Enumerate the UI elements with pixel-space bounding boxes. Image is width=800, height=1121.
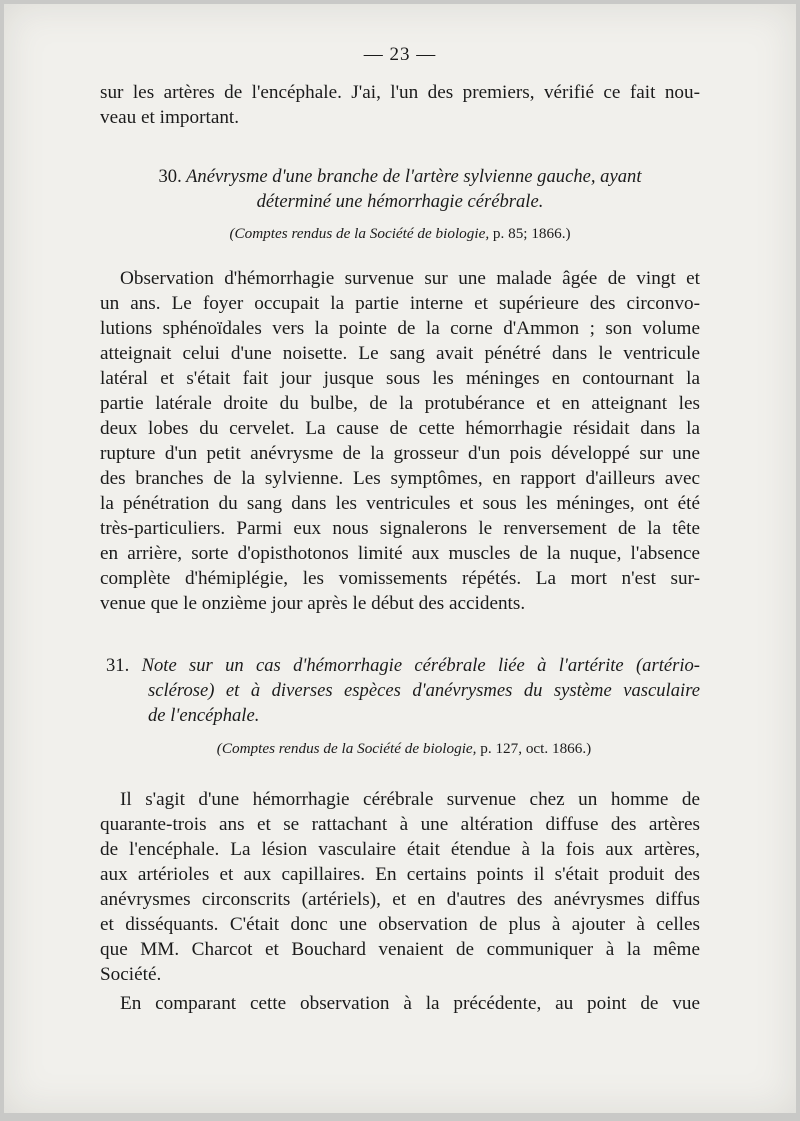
reference-source: (Comptes rendus de la Société de biologie, [216, 740, 477, 757]
text-line: quarante-trois ans et se rattachant à une altération diffuse des artères [100, 814, 700, 835]
title-line [100, 164, 700, 189]
text-line: veau et important. [100, 107, 240, 128]
entry-31-reference [124, 739, 684, 759]
text-line: atteignait celui d'une noisette. Le sang avait pénétré dans le ventricule [100, 343, 700, 364]
text-line: Il s'agit d'une hémorrhagie cérébrale survenue chez un homme de [120, 789, 700, 810]
text-line: complète d'hémiplégie, les vomissements répétés. La mort n'est sur- [100, 568, 700, 589]
reference-detail: p. 85; 1866.) [492, 225, 571, 242]
intro-paragraph [100, 80, 700, 130]
text-line: partie latérale droite du bulbe, de la protubérance et en atteignant les [100, 393, 700, 414]
entry-number: 30. [158, 166, 182, 187]
title-text: Anévrysme d'une branche de l'artère sylvienne gauche, ayant [186, 166, 642, 187]
entry-number: 31. [106, 655, 130, 676]
text-line: latéral et s'était fait jour jusque sous les méninges en contournant la [100, 368, 700, 389]
reference-source: (Comptes rendus de la Société de biologie, [229, 225, 490, 242]
entry-30-reference [100, 224, 700, 244]
text-line: sur les artères de l'encéphale. J'ai, l'un des premiers, vérifié ce fait nou- [100, 82, 700, 103]
text-line: rupture d'un petit anévrysme de la grosseur d'un pois développé sur une [100, 443, 700, 464]
text-line: venue que le onzième jour après le début des accidents. [100, 593, 526, 614]
entry-30-title [100, 164, 700, 214]
text-line: lutions sphénoïdales vers la pointe de la corne d'Ammon ; son volume [100, 318, 700, 339]
title-line: de l'encéphale. [148, 705, 260, 726]
title-line: sclérose) et à diverses espèces d'anévrysmes du système vasculaire [148, 680, 700, 701]
text-line: des branches de la sylvienne. Les symptômes, en rapport d'ailleurs avec [100, 468, 700, 489]
entry-31-title [100, 653, 700, 728]
entry-30-body [100, 266, 700, 616]
text-line: Observation d'hémorrhagie survenue sur une malade âgée de vingt et [120, 268, 700, 289]
text-line: aux artérioles et aux capillaires. En certains points il s'était produit des [100, 864, 700, 885]
title-line [100, 653, 700, 678]
reference-detail: p. 127, oct. 1866.) [480, 740, 592, 757]
text-line: anévrysmes circonscrits (artériels), et en d'autres des anévrysmes diffus [100, 889, 700, 910]
book-page [4, 4, 796, 1113]
page-number: — 23 — [363, 44, 437, 65]
text-line: la pénétration du sang dans les ventricules et sous les méninges, ont été [100, 493, 700, 514]
text-line: deux lobes du cervelet. La cause de cette hémorrhagie résidait dans la [100, 418, 700, 439]
title-text: Note sur un cas d'hémorrhagie cérébrale liée à l'artérite (artério- [141, 655, 701, 676]
text-line: et disséquants. C'était donc une observation de plus à ajouter à celles [100, 914, 700, 935]
title-line: déterminé une hémorrhagie cérébrale. [256, 191, 544, 212]
entry-31-body [100, 787, 700, 1016]
text-line: Société. [100, 964, 162, 985]
text-line: En comparant cette observation à la précédente, au point de vue [120, 993, 700, 1014]
text-line: très-particuliers. Parmi eux nous signalerons le renversement de la tête [100, 518, 700, 539]
text-line: que MM. Charcot et Bouchard venaient de communiquer à la même [100, 939, 700, 960]
text-line: en arrière, sorte d'opisthotonos limité aux muscles de la nuque, l'absence [100, 543, 700, 564]
text-line: un ans. Le foyer occupait la partie interne et supérieure des circonvo- [100, 293, 700, 314]
text-line: de l'encéphale. La lésion vasculaire était étendue à la fois aux artères, [100, 839, 700, 860]
